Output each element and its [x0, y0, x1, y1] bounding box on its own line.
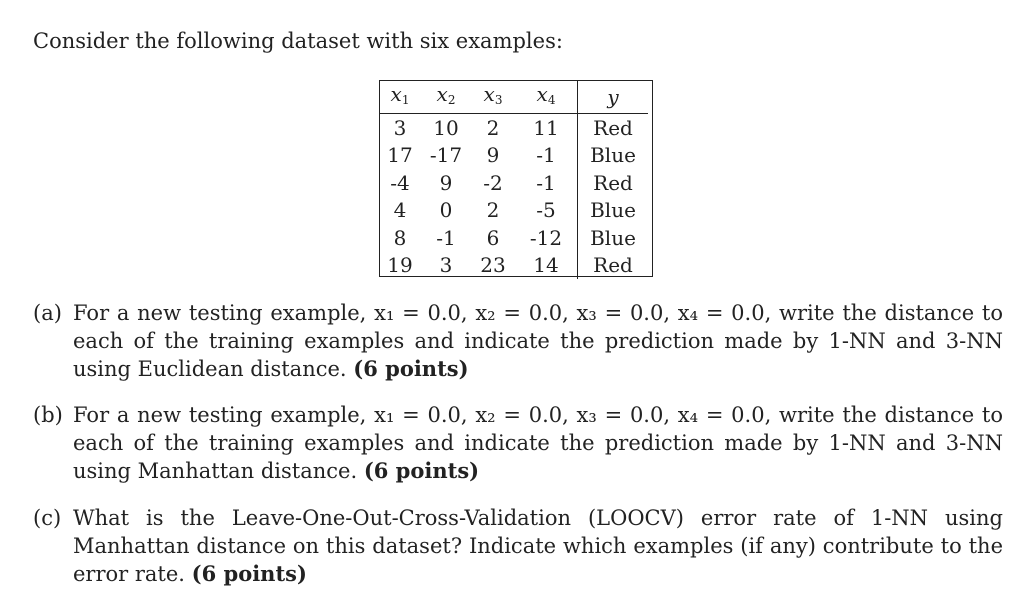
table-header-row	[379, 80, 648, 114]
label-cell: Blue	[578, 142, 649, 170]
question-label: (b)	[33, 403, 63, 427]
feature-cell: -1	[536, 143, 556, 168]
question-points: (6 points)	[191, 561, 307, 586]
table-body	[379, 114, 648, 280]
question-label: (c)	[33, 506, 62, 530]
label-cell: Red	[578, 114, 649, 142]
table-row	[379, 114, 648, 142]
label-cell: Red	[578, 252, 649, 280]
question-text: For a new testing example, x₁ = 0.0, x₂ = 0.0, x₃ = 0.0, x₄ = 0.0, write the distance to each of the training examples and indicate the prediction made by 1-NN and 3-NN using Manhattan distance.	[73, 403, 1003, 483]
label-cell: Blue	[578, 197, 649, 225]
question-body	[73, 401, 1003, 485]
feature-cell: 2	[486, 115, 500, 140]
feature-cell: 9	[439, 170, 453, 195]
feature-cell: 0	[439, 198, 453, 223]
feature-cell: 2	[486, 198, 500, 223]
question-points: (6 points)	[363, 458, 480, 483]
header-x2: $x_2$	[436, 82, 456, 107]
table-row	[379, 169, 648, 197]
intro-text: Consider the following dataset with six examples:	[33, 29, 563, 53]
dataset-table	[379, 80, 648, 279]
feature-cell: -2	[483, 170, 503, 195]
feature-cell: -5	[536, 198, 556, 223]
label-cell: Blue	[578, 224, 649, 252]
feature-cell: -4	[390, 170, 410, 195]
header-x3: $x_3$	[483, 82, 503, 107]
header-x4: $x_4$	[536, 82, 556, 107]
feature-cell: 8	[393, 225, 407, 250]
feature-cell: 3	[439, 253, 453, 278]
feature-cell: 9	[486, 143, 500, 168]
question-label: (a)	[33, 301, 62, 325]
feature-cell: 10	[433, 115, 459, 140]
question-c	[33, 504, 1003, 588]
feature-cell: 6	[486, 225, 500, 250]
question-a	[33, 299, 1003, 383]
header-y: y	[578, 80, 649, 114]
question-text: For a new testing example, x₁ = 0.0, x₂ = 0.0, x₃ = 0.0, x₄ = 0.0, write the distance to each of the training examples and indicate the prediction made by 1-NN and 3-NN using Euclidean distance.	[73, 301, 1003, 381]
feature-cell: 4	[393, 198, 407, 223]
question-body	[73, 504, 1003, 588]
feature-cell: 19	[387, 253, 413, 278]
label-cell: Red	[578, 169, 649, 197]
question-b	[33, 401, 1003, 485]
feature-cell: -1	[536, 170, 556, 195]
table-row	[379, 197, 648, 225]
question-points: (6 points)	[353, 356, 469, 381]
feature-cell: 17	[387, 143, 413, 168]
feature-cell: -1	[436, 225, 456, 250]
table-row	[379, 252, 648, 280]
feature-cell: -17	[429, 143, 463, 168]
header-x1: $x_1$	[390, 82, 410, 107]
feature-cell: -12	[529, 225, 563, 250]
feature-cell: 14	[533, 253, 559, 278]
question-text: What is the Leave-One-Out-Cross-Validation (LOOCV) error rate of 1-NN using Manhattan distance on this dataset? Indicate which examples (if any) contribute to the error rate.	[73, 506, 1003, 586]
table-row	[379, 142, 648, 170]
feature-cell: 23	[480, 253, 506, 278]
table-row	[379, 224, 648, 252]
question-body	[73, 299, 1003, 383]
feature-cell: 3	[393, 115, 407, 140]
feature-cell: 11	[533, 115, 559, 140]
